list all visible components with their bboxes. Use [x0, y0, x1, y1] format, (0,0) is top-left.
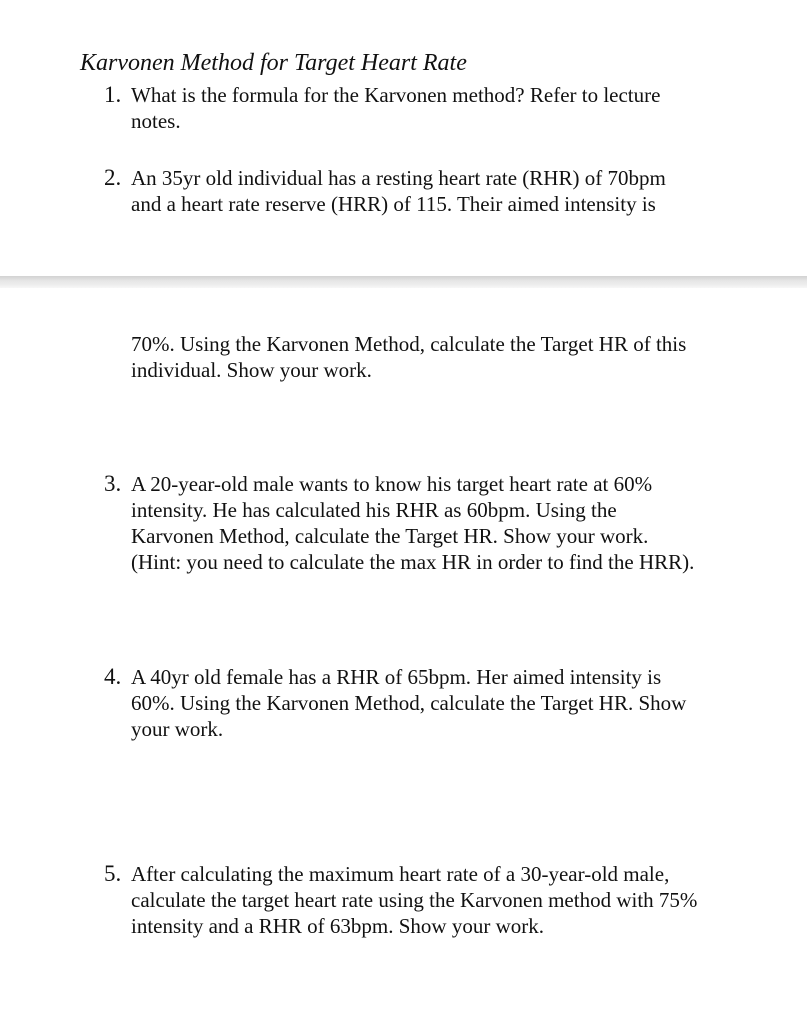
question-5-line: After calculating the maximum heart rate of a 30-year-old male,: [131, 862, 670, 886]
question-2-line: and a heart rate reserve (HRR) of 115. Their aimed intensity is: [131, 192, 656, 216]
question-2-number: 2.: [104, 165, 122, 190]
question-3-line: Karvonen Method, calculate the Target HR. Show your work.: [131, 524, 649, 548]
question-1-line: notes.: [131, 109, 181, 133]
question-4-number: 4.: [104, 664, 122, 689]
question-2-text: [131, 165, 731, 217]
question-2-continued-text: [131, 331, 731, 383]
question-5-text: [131, 861, 731, 939]
question-2-line: An 35yr old individual has a resting heart rate (RHR) of 70bpm: [131, 166, 666, 190]
question-3-line: A 20-year-old male wants to know his target heart rate at 60%: [131, 472, 653, 496]
page-title: Karvonen Method for Target Heart Rate: [80, 50, 467, 76]
question-5-line: intensity and a RHR of 63bpm. Show your work.: [131, 914, 544, 938]
question-3-line: intensity. He has calculated his RHR as 60bpm. Using the: [131, 498, 617, 522]
question-4-line: A 40yr old female has a RHR of 65bpm. Her aimed intensity is: [131, 665, 662, 689]
question-4-text: [131, 664, 731, 742]
question-2-line: individual. Show your work.: [131, 358, 372, 382]
question-4-line: your work.: [131, 717, 224, 741]
question-3-number: 3.: [104, 471, 122, 496]
page-divider: [0, 276, 807, 288]
question-1-line: What is the formula for the Karvonen method? Refer to lecture: [131, 83, 661, 107]
page-top: [0, 0, 807, 276]
question-1-number: 1.: [104, 82, 122, 107]
question-4-line: 60%. Using the Karvonen Method, calculate the Target HR. Show: [131, 691, 687, 715]
question-3-line: (Hint: you need to calculate the max HR in order to find the HRR).: [131, 550, 695, 574]
question-1-text: [131, 82, 731, 134]
question-5-number: 5.: [104, 861, 122, 886]
question-2-line: 70%. Using the Karvonen Method, calculate the Target HR of this: [131, 332, 687, 356]
page-bottom: [0, 288, 807, 1024]
question-5-line: calculate the target heart rate using the Karvonen method with 75%: [131, 888, 698, 912]
question-3-text: [131, 471, 731, 575]
